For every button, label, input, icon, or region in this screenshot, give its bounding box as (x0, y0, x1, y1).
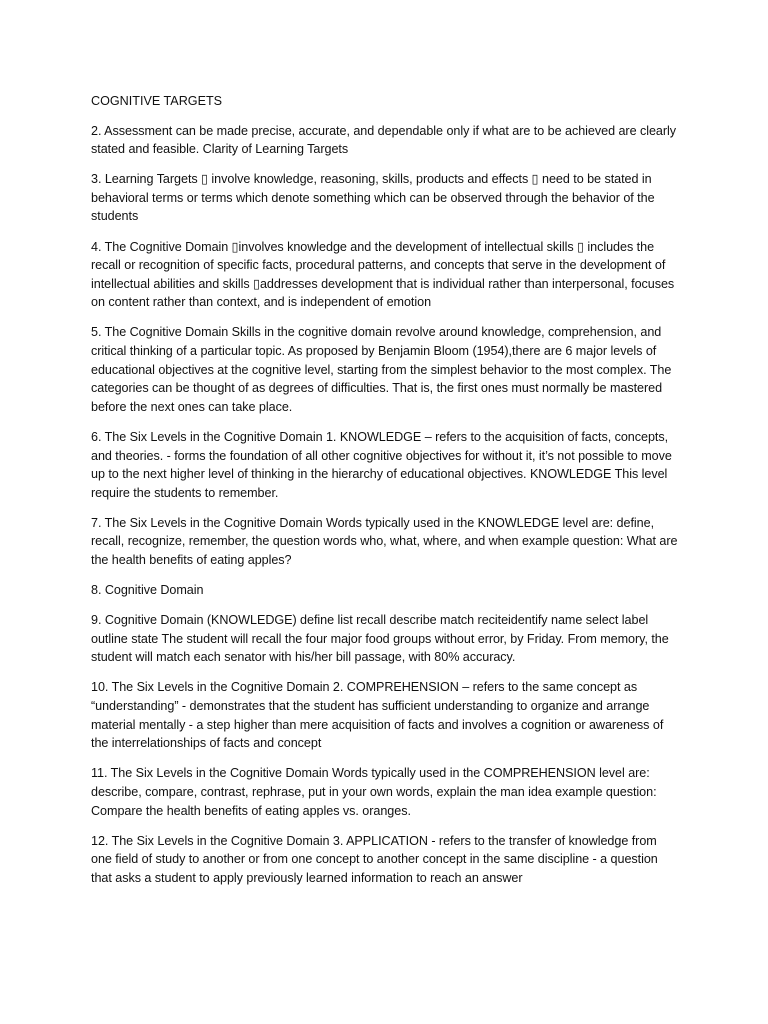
paragraph-3: 3. Learning Targets ▯ involve knowledge, reasoning, skills, products and effects ▯ need to be stated in behavioral terms or terms which denote something which can be observed through the behavior of the students (91, 172, 655, 224)
paragraph-11: 11. The Six Levels in the Cognitive Domain Words typically used in the COMPREHENSION level are: describe, compare, contrast, rephrase, put in your own words, explain the man idea example question: Compare the health benefits of eating apples vs. oranges. (91, 766, 657, 818)
paragraph-6: 6. The Six Levels in the Cognitive Domain 1. KNOWLEDGE – refers to the acquisition of facts, concepts, and theories. - forms the foundation of all other cognitive objectives for without it, it’s not possible to move up to the next higher level of thinking in the hierarchy of educational objectives. KNOWLEDGE This level require the students to remember. (91, 429, 672, 500)
paragraph-10: 10. The Six Levels in the Cognitive Domain 2. COMPREHENSION – refers to the same concept as “understanding” - demonstrates that the student has sufficient understanding to organize and arrange material mentally - a step higher than mere acquisition of facts and involves a cognition or awareness of the interrelationships of facts and concept (91, 680, 664, 751)
paragraph-9: 9. Cognitive Domain (KNOWLEDGE) define list recall describe match reciteidentify name select label outline state The student will recall the four major food groups without error, by Friday. From memory, the student will match each senator with his/her bill passage, with 80% accuracy. (91, 613, 669, 665)
paragraph-2: 2. Assessment can be made precise, accurate, and dependable only if what are to be achieved are clearly stated and feasible. Clarity of Learning Targets (91, 123, 677, 157)
document-heading: COGNITIVE TARGETS (91, 94, 223, 108)
document-page (91, 92, 681, 899)
paragraph-7: 7. The Six Levels in the Cognitive Domain Words typically used in the KNOWLEDGE level are: define, recall, recognize, remember, the question words who, what, where, and when example question: What are the health benefits of eating apples? (91, 515, 678, 567)
paragraph-4: 4. The Cognitive Domain ▯involves knowledge and the development of intellectual skills ▯ includes the recall or recognition of specific facts, procedural patterns, and concepts that serve in the development of intellectual abilities and skills ▯addresses development that is individual rather than interpersonal, focuses on content rather than context, and is independent of emotion (91, 239, 675, 310)
paragraph-8: 8. Cognitive Domain (91, 583, 204, 598)
paragraph-5: 5. The Cognitive Domain Skills in the cognitive domain revolve around knowledge, comprehension, and critical thinking of a particular topic. As proposed by Benjamin Bloom (1954),there are 6 major levels of educational objectives at the cognitive level, starting from the simplest behavior to the most complex. The categories can be thought of as degrees of difficulties. That is, the first ones must normally be mastered before the next ones can take place. (91, 325, 672, 414)
paragraph-12: 12. The Six Levels in the Cognitive Domain 3. APPLICATION - refers to the transfer of knowledge from one field of study to another or from one concept to another concept in the same discipline - a question that asks a student to apply previously learned information to reach an answer (91, 833, 658, 885)
